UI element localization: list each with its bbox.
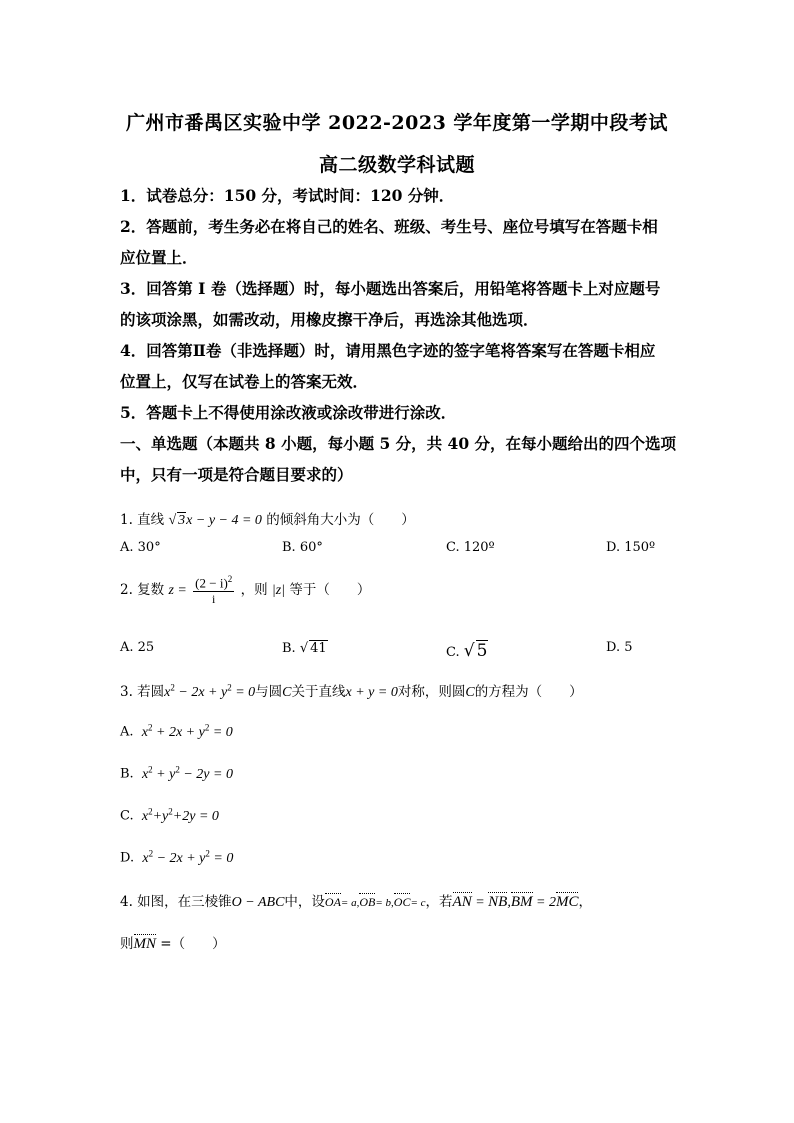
q3-option-b: B. $x^2 + y^2 - 2y = 0$ (120, 764, 233, 782)
q1-option-a: A. 30° (120, 540, 161, 555)
question-1: 1. 直线 √ 3x − y − 4 = 0 的倾斜角大小为（ ） (120, 512, 415, 528)
section-heading: 一、单选题（本题共 8 小题，每小题 5 分，共 40 分，在每小题给出的四个选项 (120, 434, 677, 453)
q1-option-c: C. 120º (446, 540, 495, 555)
question-3: 3. 若圆$x^2 - 2x + y^2 = 0$与圆C关于直线x + y = 0对称，则圆C的方程为（ ） (120, 682, 583, 700)
instruction-line: 1．试卷总分：150 分，考试时间：120 分钟． (120, 186, 455, 205)
instruction-line: 5．答题卡上不得使用涂改液或涂改带进行涂改． (120, 403, 457, 422)
instruction-line: 的该项涂黑，如需改动，用橡皮擦干净后，再选涂其他选项． (120, 310, 539, 329)
instruction-line: 4．回答第Ⅱ卷（非选择题）时，请用黑色字迹的签字笔将答案写在答题卡相应 (120, 341, 656, 360)
q2-option-a: A. 25 (120, 640, 155, 655)
question-4-line2: 则MN =（ ） (120, 936, 226, 952)
instruction-line: 2．答题前，考生务必在将自己的姓名、班级、考生号、座位号填写在答题卡相 (120, 217, 658, 236)
q3-option-c: C. $x^2+y^2+2y = 0$ (120, 806, 219, 824)
instruction-line: 位置上，仅写在试卷上的答案无效． (120, 372, 369, 391)
exam-title: 广州市番禺区实验中学 2022-2023 学年度第一学期中段考试 (126, 112, 668, 134)
instruction-line: 应位置上． (120, 248, 198, 267)
q2-option-b: B. √ 41 (282, 641, 327, 656)
q2-option-d: D. 5 (606, 640, 633, 655)
question-4: 4. 如图，在三棱锥O − ABC中，设OA= a,OB= b,OC= c，若AN = NB,BM = 2MC， (120, 894, 592, 910)
question-2: 2. 复数 z = $\frac{(2 - i)^2}{i}$ ，则 |z| 等于（ ） (120, 574, 371, 607)
q2-fraction: $\frac{(2 - i)^2}{i}$ (195, 574, 233, 607)
q1-option-d: D. 150º (606, 540, 656, 555)
instructions (120, 180, 680, 490)
section-heading: 中，只有一项是符合题目要求的） (120, 465, 353, 484)
exam-subtitle: 高二级数学科试题 (318, 154, 475, 176)
q2-option-c: C. √ 5 (446, 641, 488, 661)
q3-option-d: D. $x^2 - 2x + y^2 = 0$ (120, 848, 234, 866)
q1-option-b: B. 60° (282, 540, 323, 555)
q1-equation: √ 3x − y − 4 = 0 (168, 513, 262, 528)
instruction-line: 3．回答第 I 卷（选择题）时，每小题选出答案后，用铅笔将答题卡上对应题号 (120, 279, 661, 298)
q3-option-a: A. $x^2 + 2x + y^2 = 0$ (120, 722, 233, 740)
